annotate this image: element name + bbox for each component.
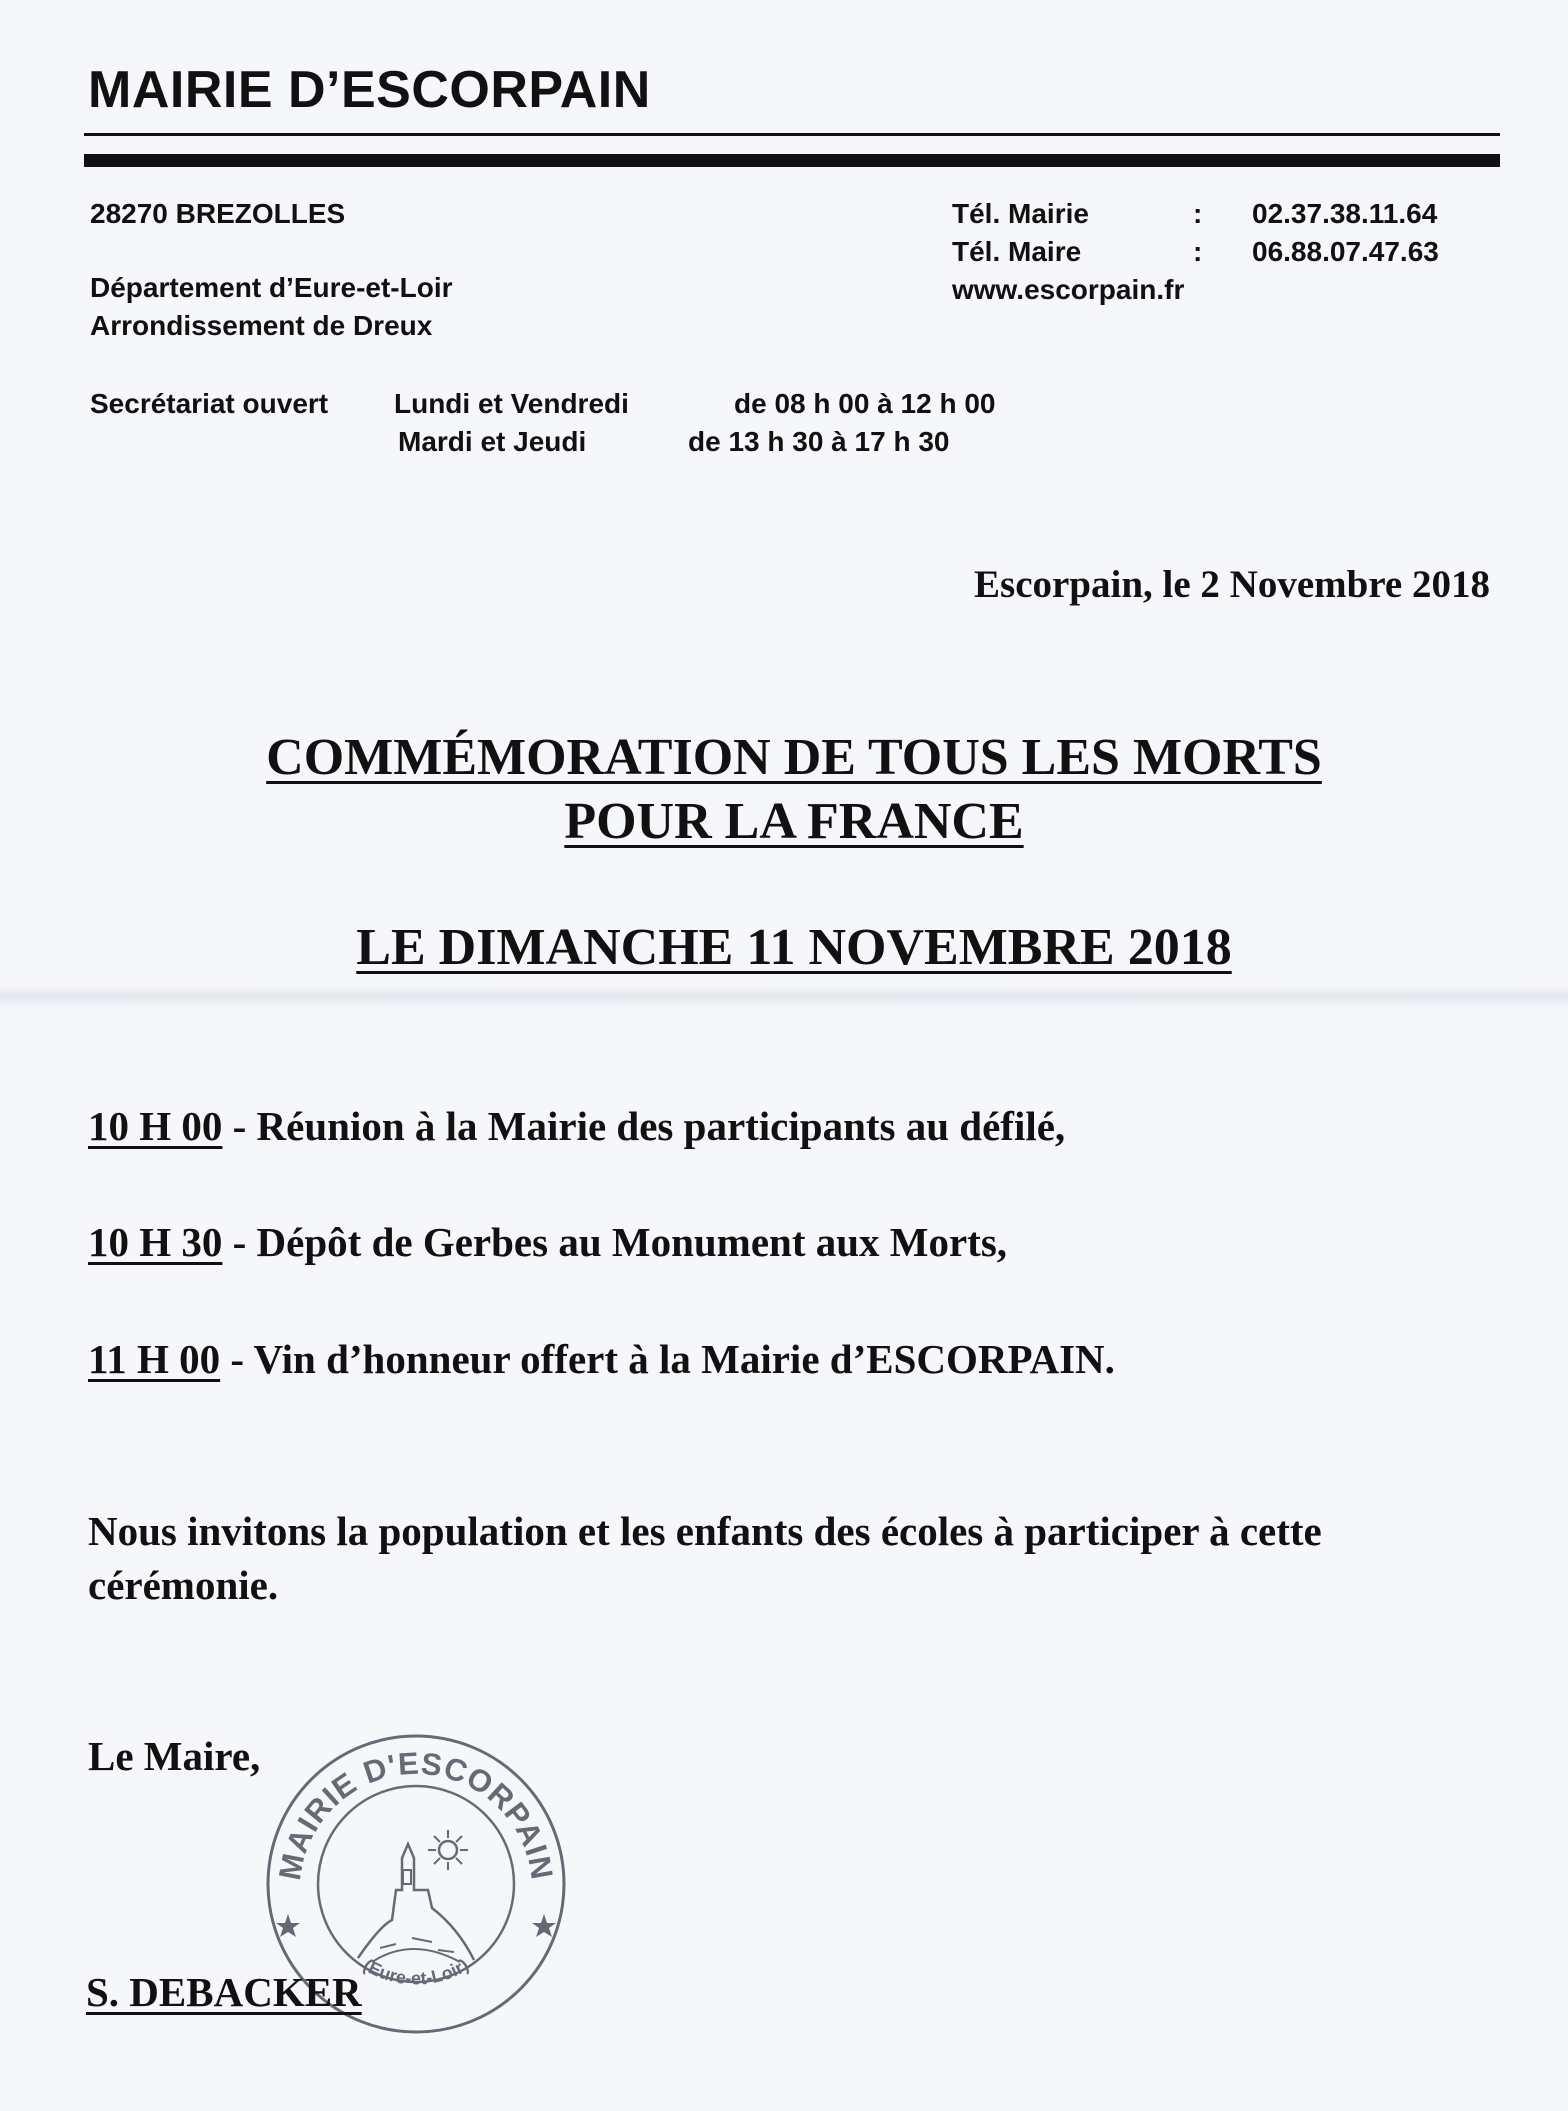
tel-maire-value: 06.88.07.47.63 xyxy=(1252,236,1439,267)
signer-name: S. DEBACKER xyxy=(86,1969,362,2015)
star-icon xyxy=(532,1914,556,1937)
tel-maire-label: Tél. Maire xyxy=(952,236,1082,267)
tel-mairie-label: Tél. Mairie xyxy=(952,198,1089,229)
star-icon xyxy=(276,1914,300,1937)
tel-maire-separator: : xyxy=(1193,236,1203,267)
secretariat-label: Secrétariat ouvert xyxy=(90,388,329,419)
schedule-item xyxy=(88,1102,1065,1150)
invitation-paragraph: Nous invitons la population et les enfants des écoles à participer à cette cérémonie. xyxy=(88,1508,1322,1608)
title-line-1: COMMÉMORATION DE TOUS LES MORTS xyxy=(266,729,1322,786)
stamp-top-text: MAIRIE D'ESCORPAIN xyxy=(272,1745,560,1883)
schedule-text: - Dépôt de Gerbes au Monument aux Morts, xyxy=(222,1219,1008,1265)
castle-emblem-icon xyxy=(358,1830,474,1962)
title-line-2: POUR LA FRANCE xyxy=(564,793,1024,850)
event-date-title: LE DIMANCHE 11 NOVEMBRE 2018 xyxy=(356,919,1232,976)
schedule-item xyxy=(88,1335,1115,1383)
letterhead-rule-thin xyxy=(84,133,1500,136)
schedule-time: 11 H 00 xyxy=(88,1336,221,1382)
letterhead-rule-thick xyxy=(84,154,1500,167)
schedule-time: 10 H 30 xyxy=(88,1219,223,1265)
schedule-text: - Vin d’honneur offert à la Mairie d’ESCORPAIN. xyxy=(220,1336,1115,1382)
stamp-bottom-text: (Eure-et-Loir) xyxy=(359,1954,473,1989)
tel-mairie-value: 02.37.38.11.64 xyxy=(1252,198,1438,229)
website: www.escorpain.fr xyxy=(952,274,1185,305)
signoff: Le Maire, xyxy=(88,1733,261,1779)
secretariat-days-1: Lundi et Vendredi xyxy=(394,388,629,419)
stamp-inner-ring xyxy=(318,1786,514,1982)
schedule-text: - Réunion à la Mairie des participants au défilé, xyxy=(222,1103,1066,1149)
schedule-time: 10 H 00 xyxy=(88,1103,223,1149)
schedule-item xyxy=(88,1218,1007,1266)
secretariat-days-2: Mardi et Jeudi xyxy=(398,426,587,457)
department: Département d’Eure-et-Loir xyxy=(90,272,453,303)
secretariat-hours-2: de 13 h 30 à 17 h 30 xyxy=(688,426,950,457)
arrondissement: Arrondissement de Dreux xyxy=(90,310,433,341)
secretariat-hours-1: de 08 h 00 à 12 h 00 xyxy=(734,388,996,419)
stamp-stars xyxy=(276,1914,556,1937)
tel-mairie-separator: : xyxy=(1193,198,1203,229)
postal-address: 28270 BREZOLLES xyxy=(90,198,346,229)
place-date: Escorpain, le 2 Novembre 2018 xyxy=(974,563,1490,606)
letterhead-title: MAIRIE D’ESCORPAIN xyxy=(88,61,651,119)
